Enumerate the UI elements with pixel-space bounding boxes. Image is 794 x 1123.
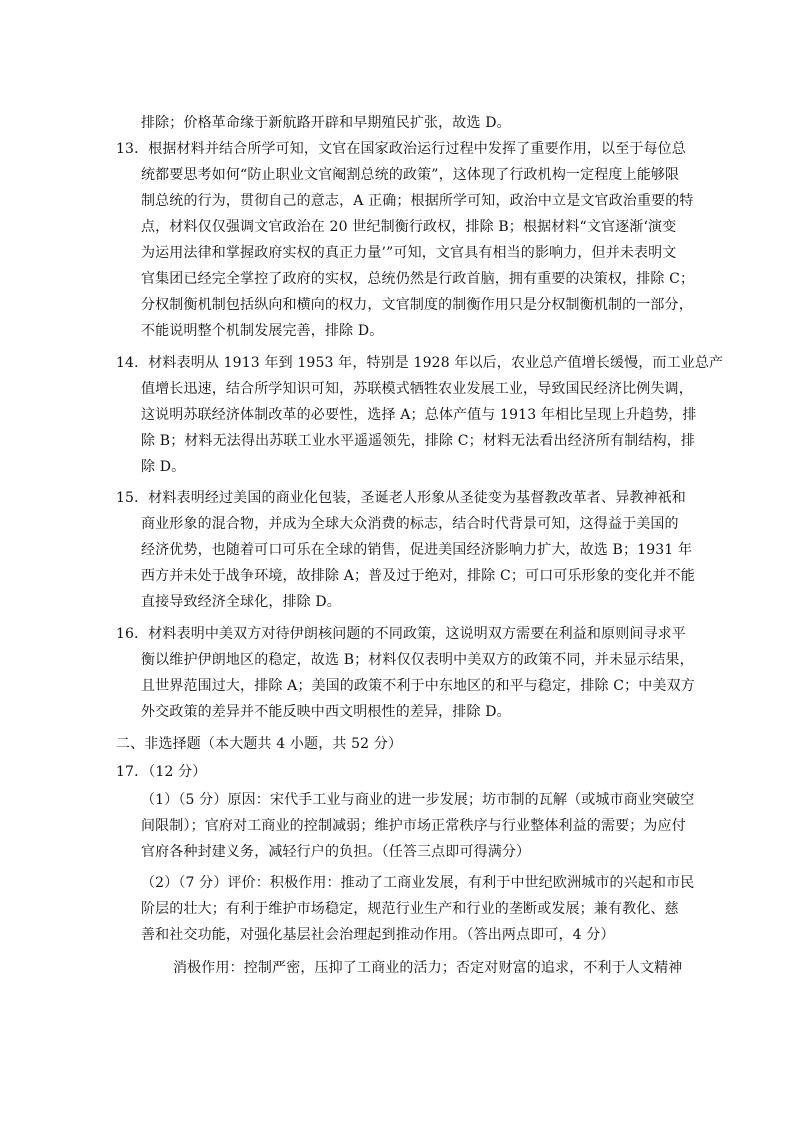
section-heading: 二、非选择题（本大题共 4 小题，共 52 分） — [116, 736, 403, 752]
text-line: 经济优势，也随着可口可乐在全球的销售，促进美国经济影响力扩大，故选 B；1931 年 — [141, 542, 693, 558]
text-line: 官集团已经完全掌控了政府的实权，总统仍然是行政首脑，拥有重要的决策权，排除 C； — [141, 271, 695, 287]
q13-line: 13．根据材料并结合所学可知，文官在国家政治运行过程中发挥了重要作用，以至于每位总 — [116, 141, 686, 157]
q14-line: 14．材料表明从 1913 年到 1953 年，特别是 1928 年以后，农业总产值增长缓慢，而工业总产 — [116, 355, 724, 371]
text-line: 且世界范围过大，排除 A；美国的政策不利于中东地区的和平与稳定，排除 C；中美双方 — [141, 678, 695, 694]
text-line: 善和社交功能，对强化基层社会治理起到推动作用。（答出两点即可，4 分） — [141, 927, 615, 943]
q17-part1-line: （1）（5 分）原因：宋代手工业与商业的进一步发展；坊市制的瓦解（或城市商业突破空 — [141, 792, 695, 808]
text-line: 这说明苏联经济体制改革的必要性，选择 A；总体产值与 1913 年相比呈现上升趋势，排 — [141, 407, 697, 423]
text-line: 不能说明整个机制发展完善，排除 D。 — [141, 323, 384, 339]
text-line: 商业形象的混合物，并成为全球大众消费的标志，结合时代背景可知，这得益于美国的 — [141, 516, 679, 532]
text-line: 为运用法律和掌握政府实权的真正力量’”可知，文官具有相当的影响力，但并未表明文 — [141, 245, 677, 261]
text-line: 外交政策的差异并不能反映中西文明根性的差异，排除 D。 — [141, 704, 511, 720]
text-line: 制总统的行为，贯彻自己的意志，A 正确；根据所学可知，政治中立是文官政治重要的特 — [141, 193, 694, 209]
text-line: 衡以维护伊朗地区的稳定，故选 B；材料仅仅表明中美双方的政策不同，并未显示结果， — [141, 652, 694, 668]
text-line: 点，材料仅仅强调文官政治在 20 世纪制衡行政权，排除 B；根据材料“文官逐渐‘演变 — [141, 219, 677, 235]
text-line: 直接导致经济全球化，排除 D。 — [141, 594, 341, 610]
text-line: 排除；价格革命缘于新航路开辟和早期殖民扩张，故选 D。 — [141, 115, 511, 131]
q15-line: 15．材料表明经过美国的商业化包装，圣诞老人形象从圣徒变为基督教改革者、异教神祇和 — [116, 490, 686, 506]
text-line: 西方并未处于战争环境，故排除 A；普及过于绝对，排除 C；可口可乐形象的变化并不能 — [141, 568, 695, 584]
text-line: 阶层的壮大；有利于维护市场稳定，规范行业生产和行业的垄断或发展；兼有教化、慈 — [141, 901, 679, 917]
text-line: 值增长迅速，结合所学知识可知，苏联模式牺牲农业发展工业，导致国民经济比例失调， — [141, 381, 693, 397]
text-line: 除 D。 — [141, 459, 186, 475]
text-line: 统都要思考如何“防止职业文官阉割总统的政策”，这体现了行政机构一定程度上能够限 — [141, 167, 680, 183]
text-line: 分权制衡机制包括纵向和横向的权力，文官制度的制衡作用只是分权制衡机制的一部分， — [141, 297, 693, 313]
q17-heading: 17．（12 分） — [116, 764, 207, 780]
text-line: 官府各种封建义务，减轻行户的负担。（任答三点即可得满分） — [141, 844, 531, 860]
q17-part2-line: （2）（7 分）评价：积极作用：推动了工商业发展，有利于中世纪欧洲城市的兴起和市民 — [141, 875, 695, 891]
q16-line: 16．材料表明中美双方对待伊朗核问题的不同政策，这说明双方需要在利益和原则间寻求平 — [116, 626, 686, 642]
text-line: 除 B；材料无法得出苏联工业水平遥遥领先，排除 C；材料无法看出经济所有制结构，排 — [141, 433, 696, 449]
text-line: 间限制）；官府对工商业的控制减弱；维护市场正常秩序与行业整体利益的需要；为应付 — [141, 818, 686, 834]
text-line: 消极作用：控制严密，压抑了工商业的活力；否定对财富的追求，不利于人文精神 — [173, 960, 683, 976]
